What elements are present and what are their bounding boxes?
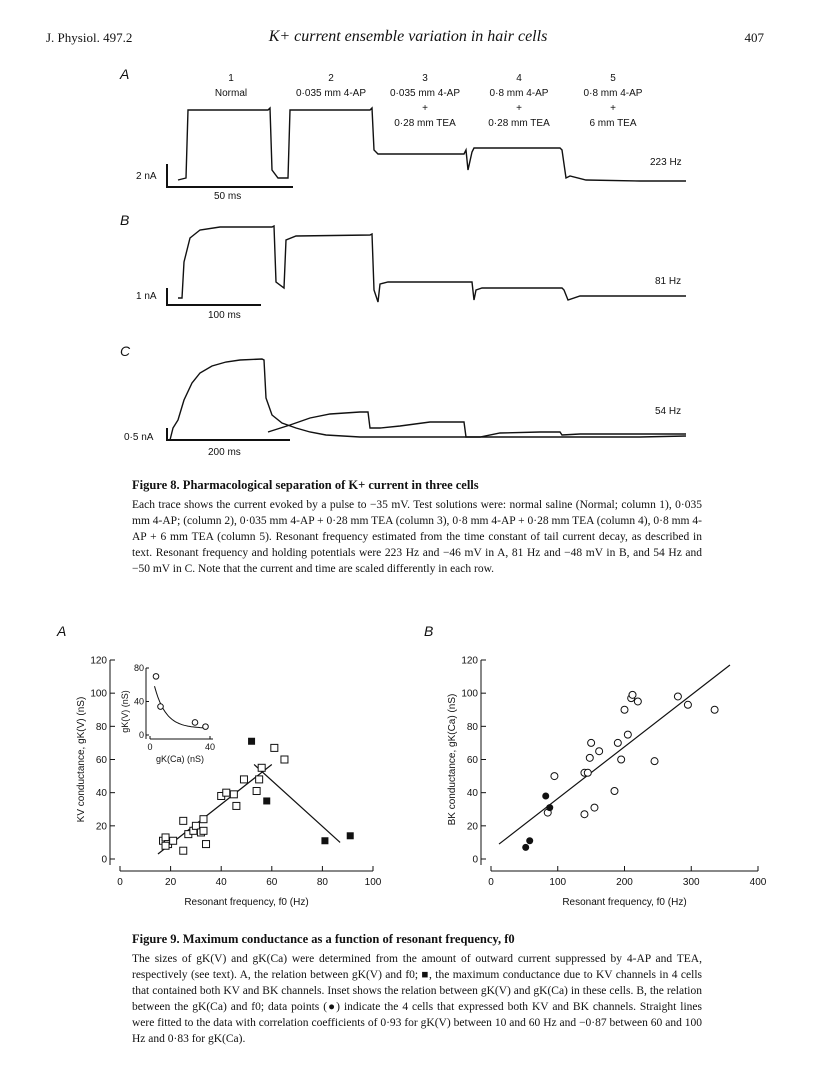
inset-x-tick-label: 0 bbox=[147, 742, 153, 752]
chart-b-point-open-circle bbox=[629, 691, 636, 698]
page-number: 407 bbox=[744, 30, 764, 45]
chart-b-point-open-circle bbox=[624, 731, 631, 738]
figure9-caption-body: The sizes of gK(V) and gK(Ca) were determined from the amount of outward current suppressed by 4-AP and TEA, respectively (see text). A, the relation between gK(V) and f0; ■, the maximum conductance due to KV channels in 4 cells that contained both KV and BK channels. Inset shows the relation between gK(V) and gK(Ca) in these cells. B, the relation between the gK(Ca) and f0; data points (●) indicate the 4 cells that expressed both KV and BK channels. Straight lines were fitted to the data with correlation coefficients of 0·93 for gK(V) between 10 and 60 Hz and −0·87 between 60 and 100 Hz and 0·83 for gK(Ca). bbox=[132, 953, 702, 1045]
chart-b-y-tick-label: 60 bbox=[466, 755, 478, 766]
chart-a-point-open-square bbox=[192, 822, 199, 829]
chart-a-x-axis-label: Resonant frequency, f0 (Hz) bbox=[184, 897, 309, 908]
chart-a-x-tick-label: 60 bbox=[266, 877, 278, 888]
chart-b-point-open-circle bbox=[651, 758, 658, 765]
chart-a-point-filled-square bbox=[248, 738, 255, 745]
trace-c bbox=[170, 359, 686, 440]
chart-a-point-filled-square bbox=[321, 837, 328, 844]
inset-x-tick-label: 40 bbox=[204, 742, 216, 752]
row-label-a: A bbox=[120, 66, 130, 82]
chart-b-y-tick-label: 80 bbox=[466, 721, 478, 733]
chart-b-point-open-circle bbox=[674, 693, 681, 700]
chart-b-point-open-circle bbox=[634, 698, 641, 705]
chart-a-y-tick-label: 20 bbox=[95, 821, 107, 833]
chart-a-y-tick-label: 120 bbox=[90, 655, 107, 667]
chart-b-point-open-circle bbox=[584, 769, 591, 776]
chart-a-x-tick-label: 100 bbox=[364, 877, 382, 888]
chart-b-y-tick-label: 40 bbox=[466, 788, 478, 800]
column-header-3: 3 0·035 mm 4-AP + 0·28 mm TEA bbox=[389, 73, 461, 129]
chart-a-point-open-square bbox=[230, 791, 237, 798]
trace-c-2 bbox=[268, 412, 686, 437]
chart-b-point-filled-circle bbox=[526, 837, 533, 844]
chart-a-point-filled-square bbox=[347, 832, 354, 839]
column-header-5: 5 0·8 mm 4-AP + 6 mm TEA bbox=[583, 73, 643, 129]
scale-current-b: 1 nA bbox=[136, 291, 157, 302]
chart-b-point-open-circle bbox=[618, 756, 625, 763]
scale-time-a: 50 ms bbox=[214, 191, 242, 202]
chart-b-point-open-circle bbox=[551, 773, 558, 780]
inset-y-tick-label: 0 bbox=[138, 730, 144, 740]
chart-a-y-tick-label: 0 bbox=[101, 854, 107, 866]
inset-y-tick-label: 40 bbox=[133, 696, 144, 707]
scale-time-c: 200 ms bbox=[208, 447, 241, 458]
chart-b-y-tick-label: 100 bbox=[461, 688, 478, 700]
chart-b-x-tick-label: 200 bbox=[616, 877, 633, 888]
chart-a-point-open-square bbox=[203, 841, 210, 848]
chart-b-point-open-circle bbox=[621, 706, 628, 713]
chart-a-x-tick-label: 40 bbox=[215, 877, 227, 888]
chart-a-point-open-square bbox=[200, 827, 207, 834]
chart-b-x-axis-label: Resonant frequency, f0 (Hz) bbox=[562, 897, 687, 908]
inset-y-axis-label: gK(V) (nS) bbox=[120, 690, 130, 733]
column-header-1: 1 Normal bbox=[214, 73, 248, 99]
chart-b-point-open-circle bbox=[614, 739, 621, 746]
chart-b-x-tick-label: 300 bbox=[682, 877, 700, 888]
chart-a-point-open-square bbox=[281, 756, 288, 763]
chart-b-fit-line bbox=[499, 665, 730, 844]
scale-bar-c bbox=[167, 428, 290, 440]
scale-current-a: 2 nA bbox=[136, 171, 157, 182]
frequency-label-b: 81 Hz bbox=[655, 276, 682, 287]
figure9-charts bbox=[0, 640, 816, 920]
trace-b bbox=[178, 226, 686, 302]
inset-point-open-circle bbox=[153, 674, 159, 680]
chart-b-x-tick-label: 0 bbox=[488, 877, 494, 888]
figure9-caption-title: Figure 9. Maximum conductance as a function of resonant frequency, f0 bbox=[132, 932, 515, 946]
figure8-caption-body: Each trace shows the current evoked by a pulse to −35 mV. Test solutions were: normal saline (Normal; column 1), 0·035 mm 4-AP; (column 2), 0·035 mm 4-AP + 0·28 mm TEA (column 3), 0·8 mm 4-AP + 0·28 mm TEA (column 4), 0·8 mm 4-AP + 6 mm TEA (column 5). Resonant frequency estimated from the time constant of tail current decay, as described in text. Resonant frequency and holding potentials were 223 Hz and −46 mV in A, 81 Hz and −48 mV in B, and 54 Hz and −50 mV in C. Note that the current and time are scaled differently in each row. bbox=[132, 499, 702, 575]
trace-a bbox=[178, 108, 686, 181]
inset-point-open-circle bbox=[203, 724, 209, 730]
inset-point-open-circle bbox=[192, 720, 198, 726]
chart-a-point-open-square bbox=[233, 802, 240, 809]
chart-a-y-tick-label: 80 bbox=[95, 721, 107, 733]
figure8-caption-title: Figure 8. Pharmacological separation of K+ current in three cells bbox=[132, 478, 479, 492]
chart-a-point-open-square bbox=[253, 788, 260, 795]
chart-a-point-open-square bbox=[223, 789, 230, 796]
chart-b-point-open-circle bbox=[596, 748, 603, 755]
row-label-c: C bbox=[120, 343, 131, 359]
chart-a-point-open-square bbox=[162, 842, 169, 849]
chart-b-point-filled-circle bbox=[546, 804, 553, 811]
chart-b-y-tick-label: 20 bbox=[466, 821, 478, 833]
chart-b-x-tick-label: 100 bbox=[549, 877, 567, 888]
chart-b-point-open-circle bbox=[711, 706, 718, 713]
chart-b-x-tick-label: 400 bbox=[749, 877, 767, 888]
panel-label-b: B bbox=[424, 623, 434, 639]
chart-b-point-open-circle bbox=[588, 739, 595, 746]
chart-b-point-open-circle bbox=[581, 811, 588, 818]
journal-reference: J. Physiol. 497.2 bbox=[46, 30, 133, 45]
chart-a-point-open-square bbox=[162, 834, 169, 841]
inset-x-axis-label: gK(Ca) (nS) bbox=[155, 754, 205, 764]
chart-b-point-open-circle bbox=[684, 701, 691, 708]
chart-a-y-tick-label: 40 bbox=[95, 788, 107, 800]
chart-b-point-open-circle bbox=[591, 804, 598, 811]
chart-b-point-filled-circle bbox=[522, 844, 529, 851]
frequency-label-a: 223 Hz bbox=[650, 157, 682, 168]
chart-a-point-open-square bbox=[258, 764, 265, 771]
chart-a-point-open-square bbox=[240, 776, 247, 783]
row-label-b: B bbox=[120, 212, 130, 228]
chart-b-point-open-circle bbox=[611, 788, 618, 795]
inset-point-open-circle bbox=[158, 704, 164, 710]
chart-b-y-tick-label: 0 bbox=[472, 854, 478, 866]
chart-b-y-axis-label: BK conductance, gK(Ca) (nS) bbox=[447, 693, 458, 826]
column-header-4: 4 0·8 mm 4-AP + 0·28 mm TEA bbox=[488, 73, 550, 129]
chart-a-x-tick-label: 20 bbox=[165, 877, 177, 888]
column-header-2: 2 0·035 mm 4-AP bbox=[295, 73, 367, 99]
chart-b-point-open-circle bbox=[586, 754, 593, 761]
chart-a-point-open-square bbox=[200, 816, 207, 823]
frequency-label-c: 54 Hz bbox=[655, 406, 682, 417]
chart-a-y-axis-label: KV conductance, gK(V) (nS) bbox=[76, 696, 87, 823]
figure8-traces bbox=[0, 0, 816, 470]
chart-a-x-tick-label: 0 bbox=[117, 877, 123, 888]
inset-y-tick-label: 80 bbox=[133, 663, 144, 673]
figure9-caption bbox=[132, 932, 702, 1047]
chart-b-y-tick-label: 120 bbox=[461, 655, 478, 667]
chart-b-point-filled-circle bbox=[542, 792, 549, 799]
chart-a-point-open-square bbox=[170, 837, 177, 844]
chart-a-y-tick-label: 100 bbox=[90, 688, 107, 700]
chart-a-point-open-square bbox=[256, 776, 263, 783]
figure8-caption bbox=[132, 478, 702, 577]
scale-current-c: 0·5 nA bbox=[124, 432, 154, 443]
scale-bar-b bbox=[167, 288, 261, 305]
panel-label-a: A bbox=[57, 623, 67, 639]
chart-a-point-open-square bbox=[180, 847, 187, 854]
chart-a-y-tick-label: 60 bbox=[95, 755, 107, 766]
chart-a-point-open-square bbox=[271, 744, 278, 751]
chart-a-point-filled-square bbox=[263, 797, 270, 804]
running-title: K+ current ensemble variation in hair cells bbox=[268, 28, 548, 45]
scale-time-b: 100 ms bbox=[208, 310, 241, 321]
chart-a-x-tick-label: 80 bbox=[316, 877, 328, 888]
chart-a-point-open-square bbox=[180, 817, 187, 824]
